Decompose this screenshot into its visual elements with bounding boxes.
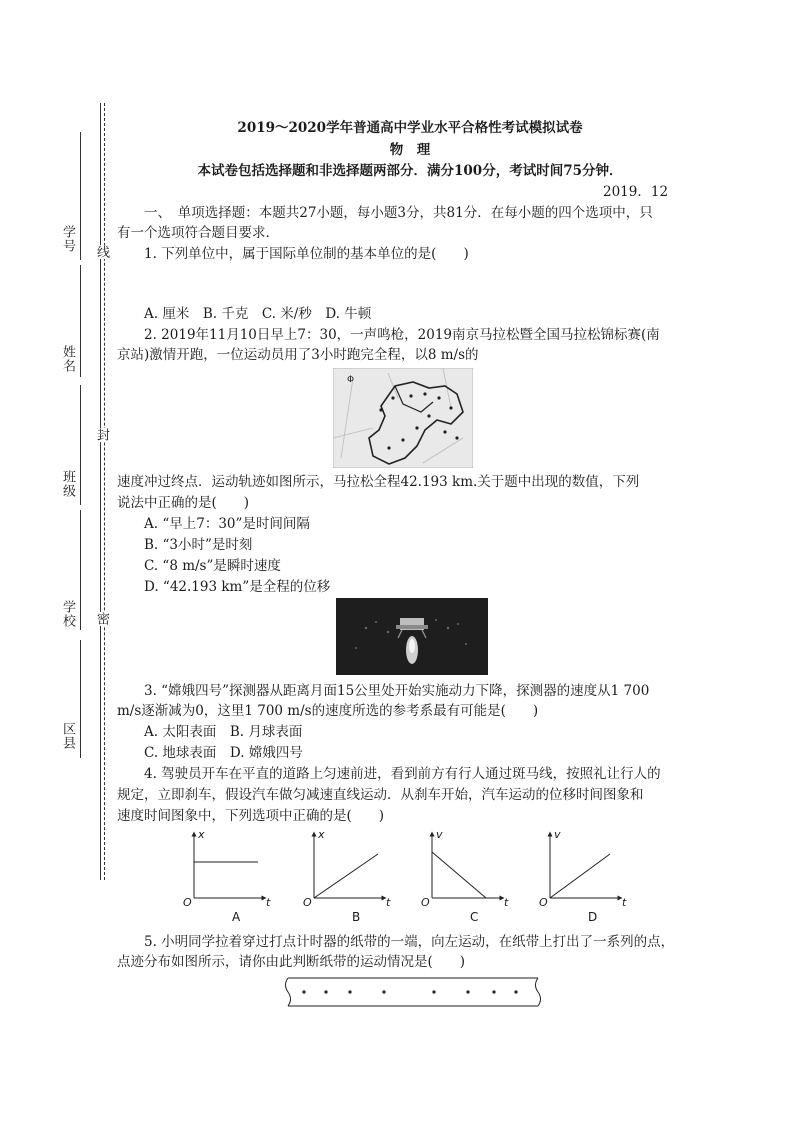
seal-mark-mi: 密 (94, 612, 109, 626)
change4-photo (336, 598, 488, 675)
exam-title: 2019～2020学年普通高中学业水平合格性考试模拟试卷 (237, 120, 583, 136)
q4-stem-2: 规定，立即刹车，假设汽车做匀减速直线运动．从刹车开始，汽车运动的位移时间图象和 (117, 787, 644, 803)
field-line-student-id (80, 132, 81, 260)
seal-mark-feng: 封 (94, 428, 109, 442)
graph-b-letter: B (352, 910, 361, 924)
binding-line (100, 103, 101, 880)
field-class: 班级 (60, 470, 75, 498)
exam-note: 本试卷包括选择题和非选择题两部分．满分100分，考试时间75分钟． (197, 163, 623, 179)
field-line-class (80, 385, 81, 505)
graph-d-yaxis: v (554, 828, 561, 841)
graph-a (194, 834, 264, 898)
q4-graphs (180, 828, 680, 924)
q5-stem-2: 点迹分布如图所示，请你由此判断纸带的运动情况是( ) (117, 954, 466, 970)
q2-option-b: B. “3小时”是时刻 (144, 537, 253, 553)
graph-d (550, 834, 620, 898)
graph-c-xaxis: t (504, 896, 509, 909)
graph-c-yaxis: v (436, 828, 443, 841)
q1-options: A. 厘米 B. 千克 C. 米/秒 D. 牛顿 (144, 306, 372, 322)
section-heading: 一、 单项选择题：本题共27小题，每小题3分，共81分．在每小题的四个选项中，只 (144, 205, 653, 221)
marathon-route-map (333, 368, 473, 468)
q1-stem: 1. 下列单位中，属于国际单位制的基本单位的是( ) (144, 246, 469, 262)
graph-b-yaxis: x (318, 828, 325, 841)
q4-stem-1: 4. 驾驶员开车在平直的道路上匀速前进，看到前方有行人通过斑马线，按照礼让行人的 (144, 766, 661, 782)
q2-stem-4: 说法中正确的是( ) (117, 495, 250, 511)
graph-a-xaxis: t (266, 896, 271, 909)
graph-b-origin: O (303, 896, 312, 909)
graph-a-yaxis: x (198, 828, 205, 841)
field-line-name (80, 265, 81, 377)
field-line-school (80, 510, 81, 630)
graph-c (432, 834, 502, 898)
graph-a-origin: O (183, 896, 192, 909)
graph-b (314, 834, 384, 898)
binding-dash-line (104, 103, 105, 880)
q2-option-a: A. “早上7：30”是时间间隔 (144, 516, 310, 532)
field-line-county (80, 640, 81, 758)
graph-a-letter: A (232, 910, 241, 924)
seal-mark-xian: 线 (94, 245, 109, 259)
tape-dots (302, 990, 517, 993)
graph-d-origin: O (539, 896, 548, 909)
q2-option-c: C. “8 m/s”是瞬时速度 (144, 558, 281, 574)
paper-tape (282, 974, 546, 1010)
q3-stem-1: 3. “嫦娥四号”探测器从距离月面15公里处开始实施动力下降，探测器的速度从1 700 (144, 683, 650, 699)
graph-c-letter: C (470, 910, 479, 924)
q4-stem-3: 速度时间图象中，下列选项中正确的是( ) (117, 808, 385, 824)
field-school: 学校 (60, 600, 75, 628)
graph-d-letter: D (588, 910, 598, 924)
subject-title: 物 理 (389, 142, 431, 158)
section-heading-cont: 有一个选项符合题目要求． (117, 225, 279, 241)
field-county: 区县 (60, 722, 75, 750)
q2-stem-1: 2. 2019年11月10日早上7：30，一声鸣枪，2019南京马拉松暨全国马拉松锦标赛(南 (144, 327, 660, 343)
exam-date: 2019．12 (603, 184, 669, 200)
graph-c-origin: O (421, 896, 430, 909)
svg-text:Φ: Φ (347, 375, 355, 385)
q3-stem-2: m/s逐渐减为0，这里1 700 m/s的速度所选的参考系最有可能是( ) (117, 703, 539, 719)
q2-option-d: D. “42.193 km”是全程的位移 (144, 579, 331, 595)
field-name: 姓名 (60, 345, 75, 373)
graph-d-xaxis: t (622, 896, 627, 909)
q2-stem-3: 速度冲过终点．运动轨迹如图所示，马拉松全程42.193 km.关于题中出现的数值，下列 (117, 474, 640, 490)
field-student-id: 学号 (60, 225, 75, 253)
q3-options-ab: A. 太阳表面 B. 月球表面 (144, 724, 303, 740)
q3-options-cd: C. 地球表面 D. 嫦娥四号 (144, 745, 303, 761)
q2-stem-2: 京站)激情开跑，一位运动员用了3小时跑完全程，以8 m/s的 (117, 347, 479, 363)
graph-b-xaxis: t (386, 896, 391, 909)
q5-stem-1: 5. 小明同学拉着穿过打点计时器的纸带的一端，向左运动，在纸带上打出了一系列的点， (144, 934, 675, 950)
